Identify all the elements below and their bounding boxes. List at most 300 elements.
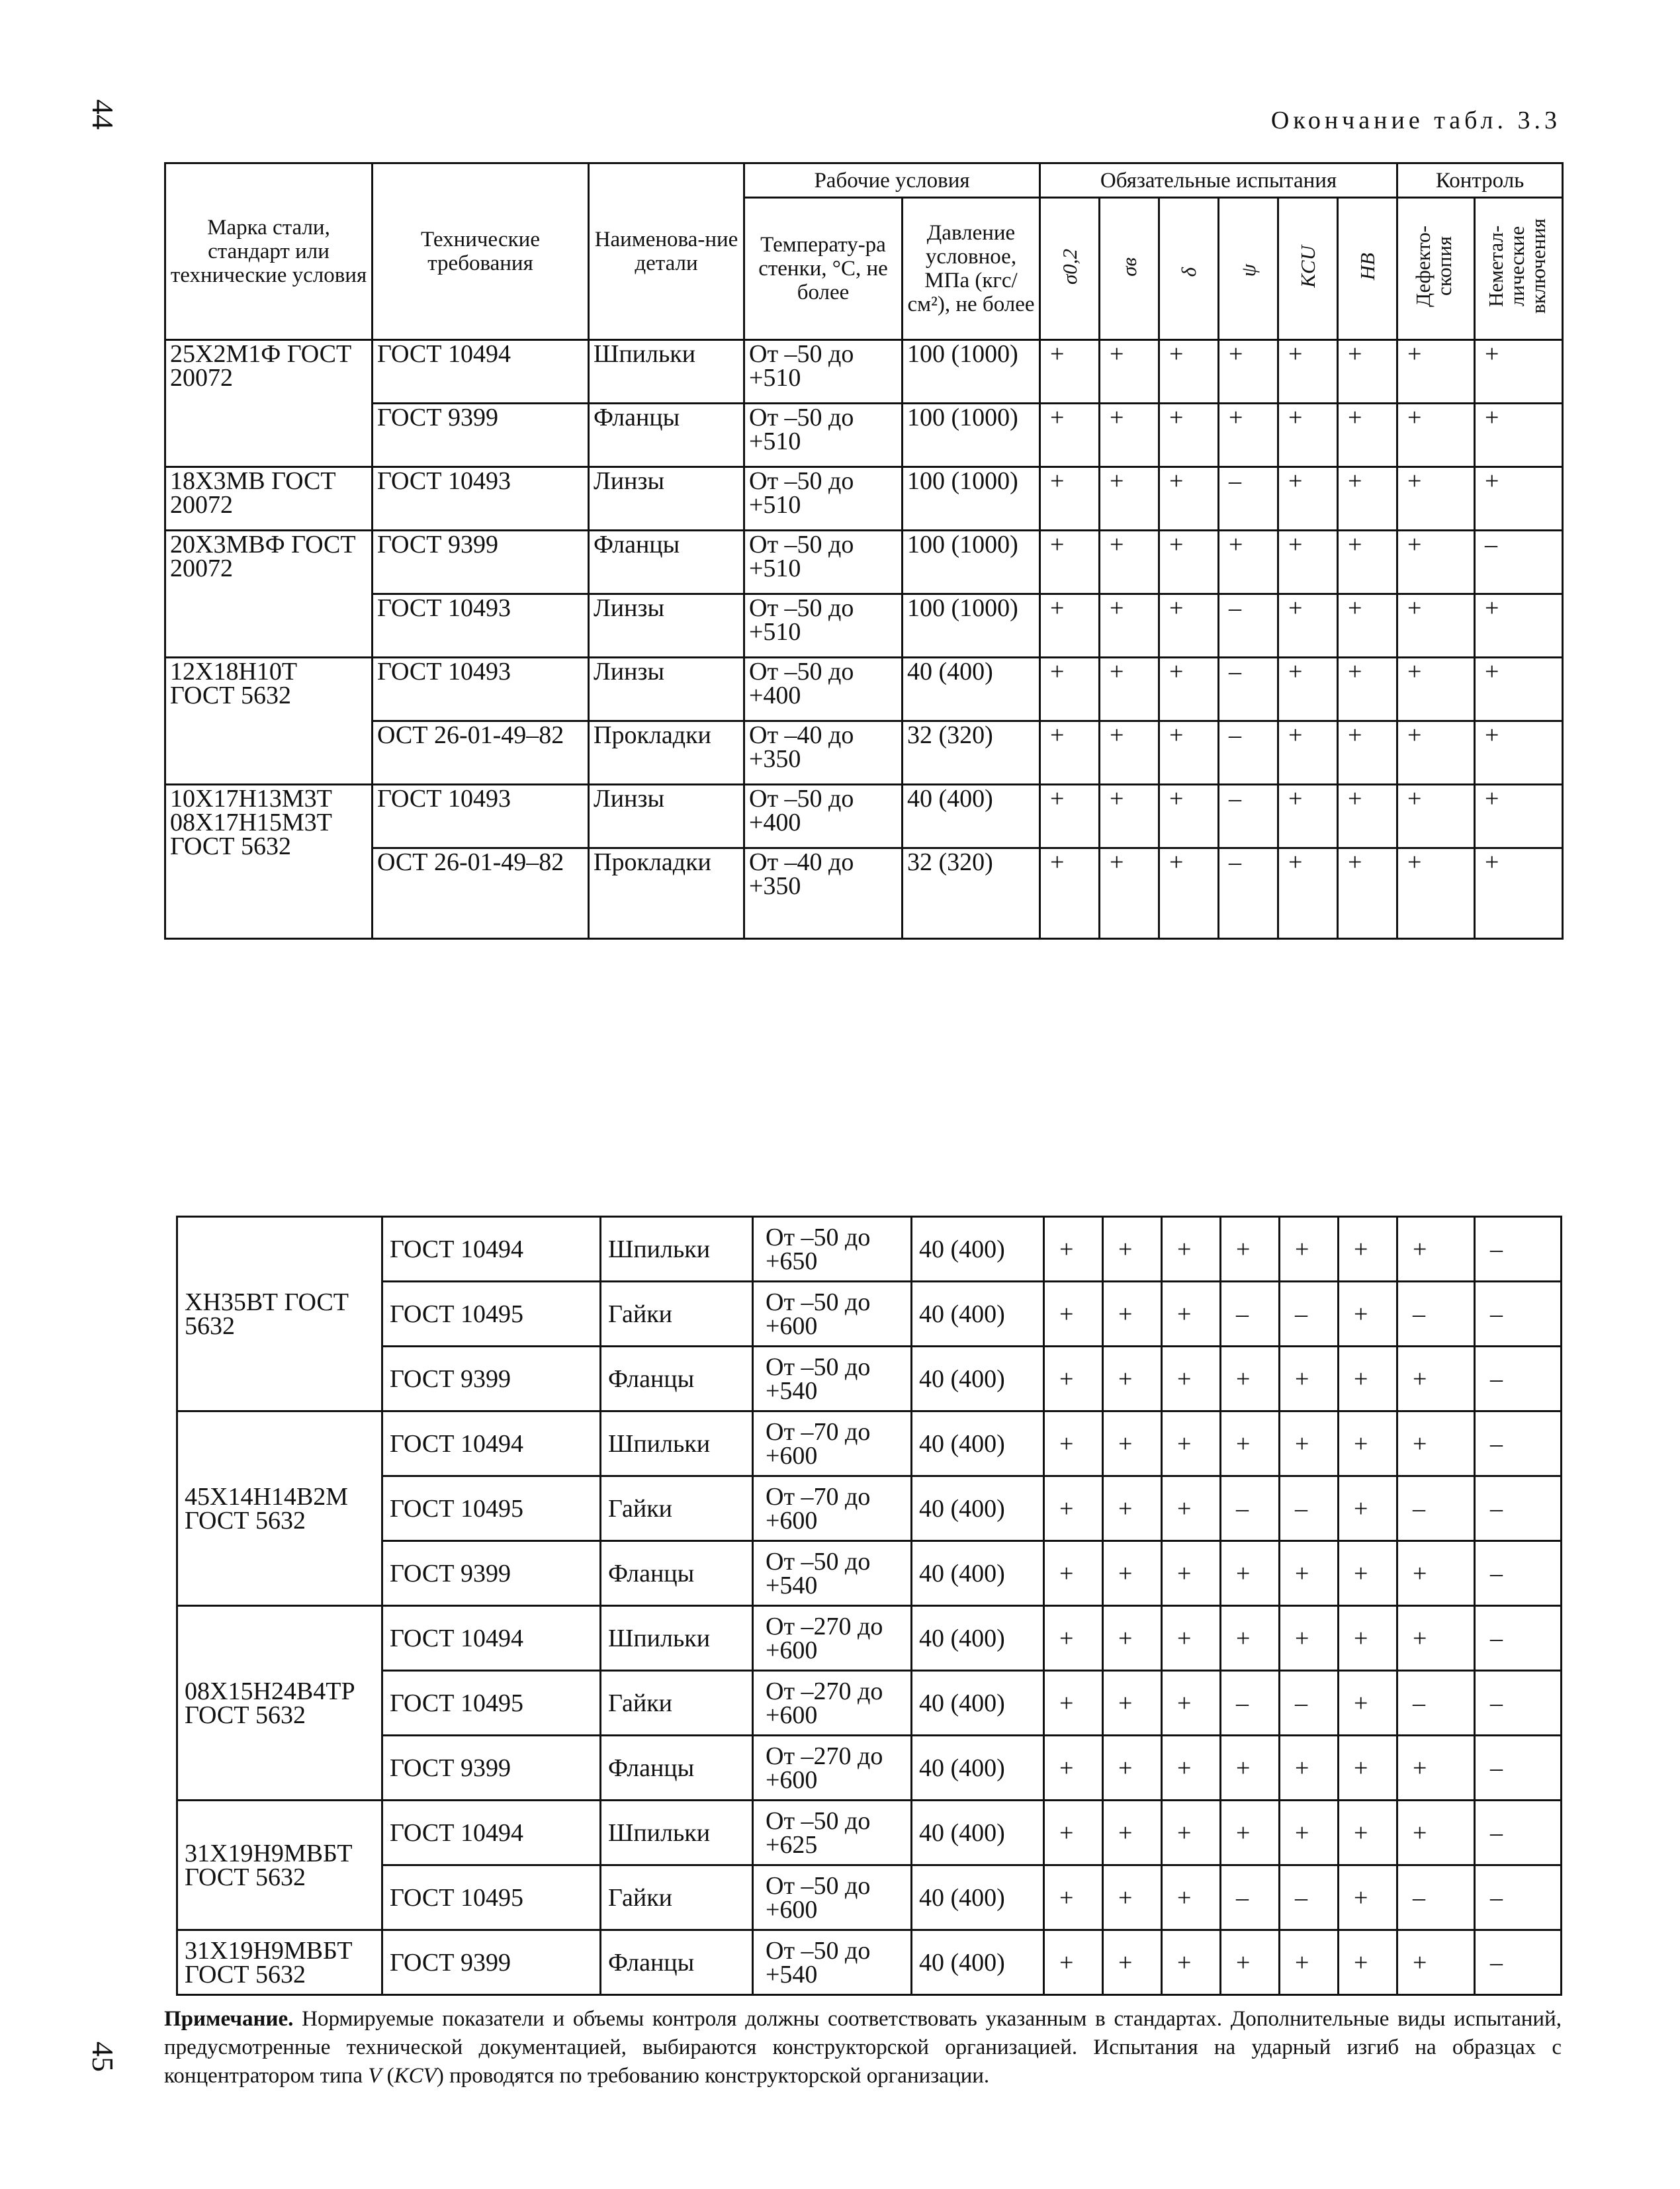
sign-cell: + <box>1475 658 1563 721</box>
steel-grade-cell: 25Х2М1Ф ГОСТ 20072 <box>165 340 373 467</box>
sign-cell: – <box>1475 1347 1562 1411</box>
header-pressure-text: Давление условное, МПа (кгс/см²), не более <box>907 221 1035 316</box>
sign-cell: – <box>1280 1476 1339 1541</box>
table-row <box>165 658 1563 721</box>
tech-req-cell: ГОСТ 10494 <box>382 1217 601 1282</box>
table-row <box>177 1282 1562 1347</box>
sign-cell: – <box>1221 1865 1280 1930</box>
sign-cell: + <box>1159 531 1219 594</box>
sign-cell: + <box>1475 404 1563 467</box>
sign-cell: + <box>1278 658 1338 721</box>
sign-cell: + <box>1159 404 1219 467</box>
part-name-cell: Гайки <box>601 1476 753 1541</box>
sign-cell: + <box>1338 404 1397 467</box>
sign-cell: + <box>1221 1736 1280 1801</box>
header-control-inclusions-label: Неметал-лические включения <box>1484 218 1550 314</box>
tech-req-cell: ГОСТ 10495 <box>382 1671 601 1736</box>
header-test-ultimate-label: σв <box>1117 257 1141 277</box>
temp-cell: От –50 до +510 <box>744 340 903 404</box>
sign-cell: + <box>1338 594 1397 658</box>
sign-cell: + <box>1044 1930 1103 1995</box>
pressure-cell: 32 (320) <box>903 721 1040 785</box>
sign-cell: + <box>1162 1282 1221 1347</box>
sign-cell: – <box>1475 1930 1562 1995</box>
sign-cell: + <box>1040 594 1100 658</box>
sign-cell: – <box>1475 531 1563 594</box>
part-name-cell: Фланцы <box>601 1736 753 1801</box>
pressure-cell: 32 (320) <box>903 848 1040 939</box>
steel-grade-cell: 08Х15Н24В4ТР ГОСТ 5632 <box>177 1606 382 1801</box>
sign-cell: – <box>1475 1671 1562 1736</box>
table-row <box>165 785 1563 848</box>
sign-cell: + <box>1103 1347 1162 1411</box>
sign-cell: + <box>1219 404 1278 467</box>
sign-cell: + <box>1339 1217 1397 1282</box>
page-number-top: 44 <box>86 99 120 130</box>
table-caption: Окончание табл. 3.3 <box>1270 107 1561 134</box>
tech-req-cell: ГОСТ 9399 <box>373 404 589 467</box>
sign-cell: + <box>1162 1736 1221 1801</box>
sign-cell: – <box>1219 848 1278 939</box>
sign-cell: + <box>1040 404 1100 467</box>
part-name-cell: Линзы <box>589 658 744 721</box>
sign-cell: + <box>1280 1411 1339 1476</box>
sign-cell: + <box>1397 340 1475 404</box>
sign-cell: + <box>1397 1217 1475 1282</box>
sign-cell: – <box>1219 721 1278 785</box>
sign-cell: + <box>1044 1541 1103 1606</box>
sign-cell: + <box>1397 1541 1475 1606</box>
sign-cell: + <box>1040 721 1100 785</box>
sign-cell: + <box>1280 1217 1339 1282</box>
temp-cell: От –40 до +350 <box>744 721 903 785</box>
header-part-name: Наименова-ние детали <box>589 163 744 340</box>
sign-cell: – <box>1221 1282 1280 1347</box>
sign-cell: + <box>1278 467 1338 531</box>
sign-cell: – <box>1475 1217 1562 1282</box>
part-name-cell: Шпильки <box>601 1801 753 1865</box>
sign-cell: + <box>1221 1541 1280 1606</box>
sign-cell: + <box>1397 1606 1475 1671</box>
steel-grade-cell: 31Х19Н9МВБТ ГОСТ 5632 <box>177 1930 382 1995</box>
sign-cell: + <box>1397 531 1475 594</box>
table-row <box>165 848 1563 939</box>
sign-cell: + <box>1339 1476 1397 1541</box>
tech-req-cell: ГОСТ 10493 <box>373 658 589 721</box>
sign-cell: + <box>1278 785 1338 848</box>
pressure-cell: 40 (400) <box>912 1347 1044 1411</box>
part-name-cell: Фланцы <box>589 404 744 467</box>
table-row <box>177 1347 1562 1411</box>
sign-cell: + <box>1162 1606 1221 1671</box>
sign-cell: + <box>1103 1282 1162 1347</box>
sign-cell: + <box>1339 1671 1397 1736</box>
temp-cell: От –270 до +600 <box>753 1606 912 1671</box>
table-top-body <box>165 340 1563 939</box>
pressure-cell: 40 (400) <box>912 1671 1044 1736</box>
pressure-cell: 40 (400) <box>912 1606 1044 1671</box>
pressure-cell: 100 (1000) <box>903 531 1040 594</box>
sign-cell: + <box>1100 785 1159 848</box>
part-name-cell: Фланцы <box>601 1930 753 1995</box>
part-name-cell: Шпильки <box>601 1217 753 1282</box>
sign-cell: + <box>1100 404 1159 467</box>
tech-req-cell: ГОСТ 9399 <box>373 531 589 594</box>
sign-cell: + <box>1221 1606 1280 1671</box>
sign-cell: + <box>1159 721 1219 785</box>
footnote-kcv: KCV <box>394 2064 437 2088</box>
header-test-kcu <box>1278 198 1338 340</box>
sign-cell: + <box>1221 1801 1280 1865</box>
header-control-defect <box>1397 198 1475 340</box>
sign-cell: + <box>1044 1606 1103 1671</box>
sign-cell: + <box>1278 721 1338 785</box>
header-work-conditions: Рабочие условия <box>744 163 1040 198</box>
pressure-cell: 100 (1000) <box>903 467 1040 531</box>
pressure-cell: 40 (400) <box>912 1476 1044 1541</box>
header-steel-grade: Марка стали, стандарт или технические условия <box>165 163 373 340</box>
part-name-cell: Шпильки <box>589 340 744 404</box>
table-row <box>165 404 1563 467</box>
sign-cell: + <box>1338 658 1397 721</box>
temp-cell: От –50 до +510 <box>744 467 903 531</box>
sign-cell: + <box>1219 531 1278 594</box>
sign-cell: + <box>1221 1347 1280 1411</box>
sign-cell: + <box>1162 1801 1221 1865</box>
temp-cell: От –50 до +600 <box>753 1282 912 1347</box>
sign-cell: + <box>1103 1476 1162 1541</box>
header-test-reduction <box>1219 198 1278 340</box>
table-top <box>164 162 1564 940</box>
temp-cell: От –40 до +350 <box>744 848 903 939</box>
header-control-inclusions <box>1475 198 1563 340</box>
sign-cell: + <box>1044 1476 1103 1541</box>
sign-cell: + <box>1103 1411 1162 1476</box>
sign-cell: – <box>1219 658 1278 721</box>
part-name-cell: Фланцы <box>589 531 744 594</box>
footnote <box>164 2005 1562 2090</box>
sign-cell: + <box>1339 1347 1397 1411</box>
sign-cell: + <box>1100 658 1159 721</box>
steel-grade-cell: 45Х14Н14В2М ГОСТ 5632 <box>177 1411 382 1606</box>
sign-cell: + <box>1162 1541 1221 1606</box>
sign-cell: + <box>1159 848 1219 939</box>
part-name-cell: Гайки <box>601 1865 753 1930</box>
sign-cell: + <box>1103 1671 1162 1736</box>
table-row <box>165 531 1563 594</box>
pressure-cell: 40 (400) <box>903 658 1040 721</box>
sign-cell: – <box>1475 1282 1562 1347</box>
sign-cell: + <box>1103 1865 1162 1930</box>
table-row <box>177 1541 1562 1606</box>
sign-cell: + <box>1280 1736 1339 1801</box>
part-name-cell: Гайки <box>601 1282 753 1347</box>
sign-cell: + <box>1219 340 1278 404</box>
sign-cell: + <box>1278 848 1338 939</box>
header-test-kcu-label: KCU <box>1296 246 1319 288</box>
sign-cell: + <box>1397 658 1475 721</box>
sign-cell: + <box>1280 1606 1339 1671</box>
sign-cell: + <box>1162 1930 1221 1995</box>
footnote-text-c: ) проводятся по требованию конструкторской организации. <box>436 2064 990 2088</box>
pressure-cell: 100 (1000) <box>903 594 1040 658</box>
pressure-cell: 40 (400) <box>912 1865 1044 1930</box>
table-bottom-body <box>177 1217 1562 1995</box>
sign-cell: + <box>1162 1865 1221 1930</box>
sign-cell: + <box>1162 1347 1221 1411</box>
part-name-cell: Шпильки <box>601 1606 753 1671</box>
header-test-ultimate <box>1100 198 1159 340</box>
table-row <box>165 340 1563 404</box>
sign-cell: + <box>1280 1541 1339 1606</box>
table-row <box>177 1671 1562 1736</box>
sign-cell: + <box>1397 1411 1475 1476</box>
tech-req-cell: ГОСТ 9399 <box>382 1541 601 1606</box>
sign-cell: + <box>1278 340 1338 404</box>
sign-cell: + <box>1044 1217 1103 1282</box>
steel-grade-cell: 18Х3МВ ГОСТ 20072 <box>165 467 373 531</box>
sign-cell: + <box>1338 340 1397 404</box>
part-name-cell: Фланцы <box>601 1541 753 1606</box>
sign-cell: – <box>1280 1671 1339 1736</box>
tech-req-cell: ГОСТ 10493 <box>373 594 589 658</box>
sign-cell: + <box>1100 848 1159 939</box>
pressure-cell: 100 (1000) <box>903 404 1040 467</box>
temp-cell: От –50 до +400 <box>744 785 903 848</box>
sign-cell: + <box>1221 1930 1280 1995</box>
sign-cell: + <box>1162 1411 1221 1476</box>
sign-cell: + <box>1278 531 1338 594</box>
sign-cell: + <box>1100 721 1159 785</box>
sign-cell: + <box>1040 785 1100 848</box>
table-row <box>177 1801 1562 1865</box>
sign-cell: + <box>1162 1476 1221 1541</box>
sign-cell: – <box>1280 1865 1339 1930</box>
header-wall-temp: Температу-ра стенки, °С, не более <box>744 198 903 340</box>
sign-cell: – <box>1221 1671 1280 1736</box>
header-test-elongation-label: δ <box>1176 267 1200 277</box>
tech-req-cell: ГОСТ 10494 <box>382 1801 601 1865</box>
sign-cell: – <box>1397 1282 1475 1347</box>
sign-cell: + <box>1044 1736 1103 1801</box>
tech-req-cell: ОСТ 26-01-49–82 <box>373 721 589 785</box>
header-test-hb <box>1338 198 1397 340</box>
sign-cell: + <box>1162 1217 1221 1282</box>
tech-req-cell: ГОСТ 10495 <box>382 1865 601 1930</box>
table-row <box>177 1217 1562 1282</box>
sign-cell: + <box>1280 1801 1339 1865</box>
sign-cell: + <box>1221 1217 1280 1282</box>
temp-cell: От –50 до +510 <box>744 531 903 594</box>
temp-cell: От –50 до +540 <box>753 1347 912 1411</box>
sign-cell: + <box>1280 1930 1339 1995</box>
table-row <box>177 1476 1562 1541</box>
header-tech-req: Технические требования <box>373 163 589 340</box>
part-name-cell: Прокладки <box>589 721 744 785</box>
sign-cell: + <box>1159 467 1219 531</box>
pressure-cell: 40 (400) <box>912 1217 1044 1282</box>
steel-grade-cell: 12Х18Н10Т ГОСТ 5632 <box>165 658 373 785</box>
sign-cell: + <box>1044 1671 1103 1736</box>
sign-cell: + <box>1159 594 1219 658</box>
sign-cell: + <box>1044 1347 1103 1411</box>
part-name-cell: Гайки <box>601 1671 753 1736</box>
sign-cell: + <box>1044 1865 1103 1930</box>
sign-cell: + <box>1339 1541 1397 1606</box>
sign-cell: + <box>1397 1930 1475 1995</box>
steel-grade-cell: ХН35ВТ ГОСТ 5632 <box>177 1217 382 1411</box>
tech-req-cell: ГОСТ 9399 <box>382 1930 601 1995</box>
sign-cell: + <box>1040 848 1100 939</box>
sign-cell: – <box>1475 1541 1562 1606</box>
sign-cell: + <box>1103 1801 1162 1865</box>
temp-cell: От –70 до +600 <box>753 1476 912 1541</box>
sign-cell: + <box>1159 340 1219 404</box>
part-name-cell: Шпильки <box>601 1411 753 1476</box>
sign-cell: + <box>1475 340 1563 404</box>
temp-cell: От –50 до +540 <box>753 1541 912 1606</box>
table-row <box>165 467 1563 531</box>
sign-cell: + <box>1397 785 1475 848</box>
sign-cell: + <box>1338 721 1397 785</box>
sign-cell: + <box>1103 1606 1162 1671</box>
tech-req-cell: ГОСТ 9399 <box>382 1347 601 1411</box>
sign-cell: + <box>1339 1801 1397 1865</box>
table-row <box>177 1606 1562 1671</box>
sign-cell: – <box>1475 1411 1562 1476</box>
sign-cell: – <box>1397 1476 1475 1541</box>
header-mandatory-tests: Обязательные испытания <box>1040 163 1397 198</box>
sign-cell: + <box>1397 1736 1475 1801</box>
sign-cell: + <box>1397 1347 1475 1411</box>
temp-cell: От –50 до +510 <box>744 594 903 658</box>
temp-cell: От –50 до +625 <box>753 1801 912 1865</box>
sign-cell: + <box>1475 848 1563 939</box>
sign-cell: + <box>1339 1930 1397 1995</box>
sign-cell: + <box>1100 467 1159 531</box>
footnote-text-b: ( <box>381 2064 394 2088</box>
header-test-yield-label: σ0,2 <box>1057 248 1081 285</box>
part-name-cell: Линзы <box>589 467 744 531</box>
steel-grade-cell: 31Х19Н9МВБТ ГОСТ 5632 <box>177 1801 382 1930</box>
sign-cell: + <box>1103 1217 1162 1282</box>
page-number-bottom: 45 <box>86 2041 120 2072</box>
sign-cell: + <box>1040 531 1100 594</box>
tech-req-cell: ГОСТ 10494 <box>373 340 589 404</box>
temp-cell: От –50 до +600 <box>753 1865 912 1930</box>
pressure-cell: 40 (400) <box>912 1736 1044 1801</box>
sign-cell: – <box>1219 785 1278 848</box>
sign-cell: + <box>1339 1411 1397 1476</box>
tech-req-cell: ГОСТ 10494 <box>382 1411 601 1476</box>
sign-cell: – <box>1221 1476 1280 1541</box>
table-row <box>165 594 1563 658</box>
sign-cell: – <box>1397 1865 1475 1930</box>
sign-cell: + <box>1338 848 1397 939</box>
pressure-cell: 40 (400) <box>912 1541 1044 1606</box>
table-bottom <box>176 1216 1562 1996</box>
sign-cell: + <box>1040 658 1100 721</box>
temp-cell: От –270 до +600 <box>753 1736 912 1801</box>
table-row <box>177 1411 1562 1476</box>
sign-cell: + <box>1397 594 1475 658</box>
header-control: Контроль <box>1397 163 1563 198</box>
tech-req-cell: ГОСТ 10493 <box>373 467 589 531</box>
pressure-cell: 40 (400) <box>912 1411 1044 1476</box>
sign-cell: + <box>1044 1411 1103 1476</box>
sign-cell: + <box>1339 1865 1397 1930</box>
steel-grade-cell: 10Х17Н13М3Т 08Х17Н15М3Т ГОСТ 5632 <box>165 785 373 939</box>
sign-cell: + <box>1338 785 1397 848</box>
sign-cell: + <box>1339 1736 1397 1801</box>
header-pressure <box>903 198 1040 340</box>
sign-cell: + <box>1159 785 1219 848</box>
sign-cell: + <box>1040 467 1100 531</box>
sign-cell: + <box>1159 658 1219 721</box>
sign-cell: + <box>1044 1282 1103 1347</box>
header-test-yield <box>1040 198 1100 340</box>
part-name-cell: Линзы <box>589 785 744 848</box>
sign-cell: – <box>1397 1671 1475 1736</box>
sign-cell: + <box>1040 340 1100 404</box>
tech-req-cell: ГОСТ 9399 <box>382 1736 601 1801</box>
sign-cell: – <box>1475 1736 1562 1801</box>
sign-cell: + <box>1280 1347 1339 1411</box>
temp-cell: От –50 до +510 <box>744 404 903 467</box>
tech-req-cell: ОСТ 26-01-49–82 <box>373 848 589 939</box>
pressure-cell: 40 (400) <box>912 1801 1044 1865</box>
sign-cell: + <box>1100 531 1159 594</box>
sign-cell: + <box>1100 594 1159 658</box>
tech-req-cell: ГОСТ 10495 <box>382 1282 601 1347</box>
sign-cell: – <box>1475 1606 1562 1671</box>
sign-cell: – <box>1219 467 1278 531</box>
sign-cell: + <box>1162 1671 1221 1736</box>
sign-cell: + <box>1339 1282 1397 1347</box>
temp-cell: От –50 до +540 <box>753 1930 912 1995</box>
sign-cell: – <box>1475 1476 1562 1541</box>
tech-req-cell: ГОСТ 10493 <box>373 785 589 848</box>
temp-cell: От –270 до +600 <box>753 1671 912 1736</box>
pressure-cell: 40 (400) <box>912 1282 1044 1347</box>
tech-req-cell: ГОСТ 10495 <box>382 1476 601 1541</box>
sign-cell: + <box>1397 1801 1475 1865</box>
sign-cell: + <box>1475 467 1563 531</box>
sign-cell: + <box>1103 1541 1162 1606</box>
pressure-cell: 40 (400) <box>912 1930 1044 1995</box>
sign-cell: + <box>1100 340 1159 404</box>
part-name-cell: Прокладки <box>589 848 744 939</box>
part-name-cell: Фланцы <box>601 1347 753 1411</box>
temp-cell: От –70 до +600 <box>753 1411 912 1476</box>
sign-cell: + <box>1475 721 1563 785</box>
sign-cell: + <box>1103 1736 1162 1801</box>
sign-cell: + <box>1278 404 1338 467</box>
sign-cell: + <box>1221 1411 1280 1476</box>
pressure-cell: 40 (400) <box>903 785 1040 848</box>
table-row <box>177 1865 1562 1930</box>
header-test-hb-label: HB <box>1355 253 1379 281</box>
table-row <box>177 1930 1562 1995</box>
table-row <box>177 1736 1562 1801</box>
sign-cell: + <box>1475 594 1563 658</box>
footnote-text-a: Нормируемые показатели и объемы контроля должны соответствовать указанным в стандартах. Дополнительные виды испытаний, предусмотренные технической документацией, выбираются конструкторской организацией. Испытания на ударный изгиб на образцах с концентратором типа <box>164 2007 1562 2088</box>
sign-cell: + <box>1278 594 1338 658</box>
footnote-label: Примечание. <box>164 2007 294 2031</box>
sign-cell: + <box>1338 531 1397 594</box>
temp-cell: От –50 до +400 <box>744 658 903 721</box>
sign-cell: + <box>1397 721 1475 785</box>
